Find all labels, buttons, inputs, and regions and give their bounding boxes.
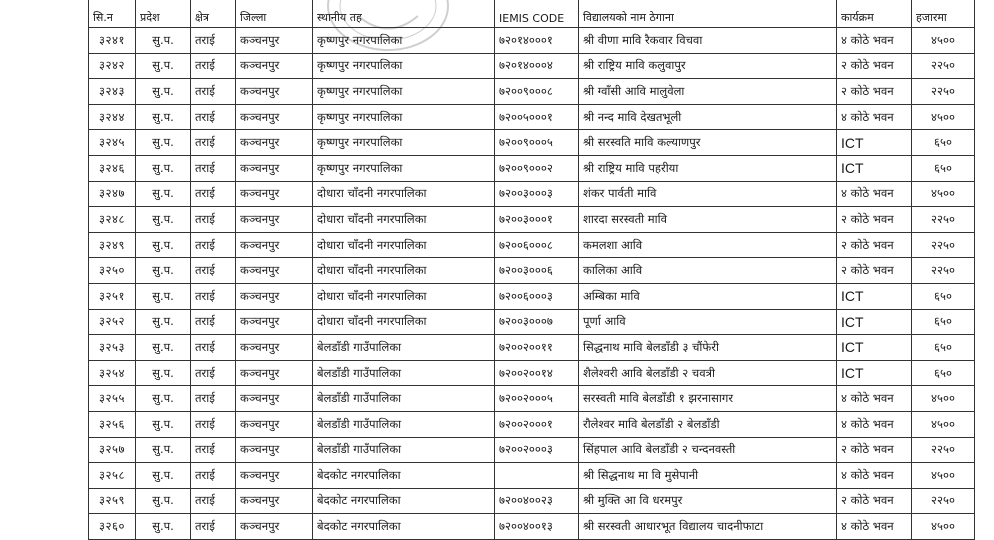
- amount-cell: ४५००: [912, 181, 975, 207]
- table-row: [89, 335, 975, 361]
- table-row: [89, 155, 975, 181]
- district-cell: कञ्चनपुर: [236, 155, 313, 181]
- table-row: [89, 309, 975, 335]
- region-cell: तराई: [191, 130, 236, 156]
- table-body: [89, 28, 975, 540]
- school-name-cell: रौलेश्वर मावि बेलडाँडी २ बेलडाँडी: [579, 411, 837, 437]
- amount-cell: ६५०: [912, 130, 975, 156]
- region-cell: तराई: [191, 283, 236, 309]
- amount-cell: २२५०: [912, 437, 975, 463]
- table-row: [89, 463, 975, 489]
- serial-number-cell: ३२५८: [89, 463, 136, 489]
- local-level-cell: कृष्णपुर नगरपालिका: [313, 79, 495, 105]
- amount-cell: ६५०: [912, 155, 975, 181]
- header-school-name: विद्यालयको नाम ठेगाना: [579, 0, 837, 28]
- amount-cell: ६५०: [912, 283, 975, 309]
- region-cell: तराई: [191, 437, 236, 463]
- school-name-cell: श्री मुक्ति आ वि धरमपुर: [579, 488, 837, 514]
- district-cell: कञ्चनपुर: [236, 181, 313, 207]
- district-cell: कञ्चनपुर: [236, 283, 313, 309]
- emis-code-cell: ७२००३०००६: [495, 258, 579, 284]
- local-level-cell: कृष्णपुर नगरपालिका: [313, 130, 495, 156]
- school-name-cell: श्री ग्वाँसी आवि मालुवेला: [579, 79, 837, 105]
- program-cell: ४ कोठे भवन: [837, 181, 912, 207]
- serial-number-cell: ३२५२: [89, 309, 136, 335]
- school-name-cell: श्री सिद्धनाथ मा वि मुसेपानी: [579, 463, 837, 489]
- serial-number-cell: ३२४५: [89, 130, 136, 156]
- emis-code-cell: ७२००२०००१: [495, 411, 579, 437]
- program-cell: २ कोठे भवन: [837, 207, 912, 233]
- province-cell: सु.प.: [136, 79, 191, 105]
- school-name-cell: श्री राष्ट्रिय मावि कलुवापुर: [579, 53, 837, 79]
- region-cell: तराई: [191, 386, 236, 412]
- region-cell: तराई: [191, 28, 236, 54]
- amount-cell: ६५०: [912, 360, 975, 386]
- program-cell: २ कोठे भवन: [837, 53, 912, 79]
- emis-code-cell: ७२००२००१४: [495, 360, 579, 386]
- local-level-cell: बेदकोट नगरपालिका: [313, 514, 495, 540]
- local-level-cell: दोधारा चाँदनी नगरपालिका: [313, 207, 495, 233]
- table-row: [89, 28, 975, 54]
- emis-code-cell: ७२००५०००१: [495, 104, 579, 130]
- school-name-cell: सिंहपाल आवि बेलडाँडी २ चन्दनवस्ती: [579, 437, 837, 463]
- header-province: प्रदेश: [136, 0, 191, 28]
- header-local-level: स्थानीय तह: [313, 0, 495, 28]
- school-name-cell: सिद्धनाथ मावि बेलडाँडी ३ चौंफेरी: [579, 335, 837, 361]
- province-cell: सु.प.: [136, 360, 191, 386]
- emis-code-cell: ७२००२०००३: [495, 437, 579, 463]
- region-cell: तराई: [191, 232, 236, 258]
- amount-cell: २२५०: [912, 79, 975, 105]
- header-emis-code: IEMIS CODE: [495, 0, 579, 28]
- serial-number-cell: ३२४८: [89, 207, 136, 233]
- table-row: [89, 360, 975, 386]
- district-cell: कञ्चनपुर: [236, 514, 313, 540]
- serial-number-cell: ३२६०: [89, 514, 136, 540]
- table-row: [89, 207, 975, 233]
- amount-cell: ४५००: [912, 104, 975, 130]
- local-level-cell: बेलडाँडी गाउँपालिका: [313, 411, 495, 437]
- serial-number-cell: ३२५१: [89, 283, 136, 309]
- amount-cell: २२५०: [912, 258, 975, 284]
- local-level-cell: कृष्णपुर नगरपालिका: [313, 104, 495, 130]
- district-cell: कञ्चनपुर: [236, 28, 313, 54]
- program-cell: ICT: [837, 283, 912, 309]
- program-cell: ICT: [837, 130, 912, 156]
- table-header-row: [89, 0, 975, 28]
- district-cell: कञ्चनपुर: [236, 130, 313, 156]
- table-row: [89, 258, 975, 284]
- province-cell: सु.प.: [136, 207, 191, 233]
- province-cell: सु.प.: [136, 386, 191, 412]
- school-name-cell: शारदा सरस्वती मावि: [579, 207, 837, 233]
- program-cell: ICT: [837, 155, 912, 181]
- school-name-cell: श्री नन्द मावि देखतभूली: [579, 104, 837, 130]
- serial-number-cell: ३२४१: [89, 28, 136, 54]
- amount-cell: ४५००: [912, 411, 975, 437]
- region-cell: तराई: [191, 207, 236, 233]
- local-level-cell: दोधारा चाँदनी नगरपालिका: [313, 181, 495, 207]
- program-cell: २ कोठे भवन: [837, 79, 912, 105]
- program-cell: ICT: [837, 309, 912, 335]
- emis-code-cell: ७२००४००१३: [495, 514, 579, 540]
- table-row: [89, 411, 975, 437]
- district-cell: कञ्चनपुर: [236, 437, 313, 463]
- province-cell: सु.प.: [136, 309, 191, 335]
- program-cell: २ कोठे भवन: [837, 437, 912, 463]
- serial-number-cell: ३२४९: [89, 232, 136, 258]
- province-cell: सु.प.: [136, 437, 191, 463]
- amount-cell: ४५००: [912, 28, 975, 54]
- district-cell: कञ्चनपुर: [236, 411, 313, 437]
- table-row: [89, 437, 975, 463]
- province-cell: सु.प.: [136, 181, 191, 207]
- district-cell: कञ्चनपुर: [236, 309, 313, 335]
- school-name-cell: सरस्वती मावि बेलडाँडी १ झरनासागर: [579, 386, 837, 412]
- school-name-cell: श्री सरस्वती आधारभूत विद्यालय चादनीफाटा: [579, 514, 837, 540]
- local-level-cell: दोधारा चाँदनी नगरपालिका: [313, 309, 495, 335]
- serial-number-cell: ३२४६: [89, 155, 136, 181]
- serial-number-cell: ३२४३: [89, 79, 136, 105]
- amount-cell: ६५०: [912, 335, 975, 361]
- district-cell: कञ्चनपुर: [236, 335, 313, 361]
- local-level-cell: बेलडाँडी गाउँपालिका: [313, 335, 495, 361]
- region-cell: तराई: [191, 258, 236, 284]
- region-cell: तराई: [191, 181, 236, 207]
- program-cell: ICT: [837, 360, 912, 386]
- table-row: [89, 488, 975, 514]
- district-cell: कञ्चनपुर: [236, 232, 313, 258]
- province-cell: सु.प.: [136, 283, 191, 309]
- emis-code-cell: ७२००२०००५: [495, 386, 579, 412]
- region-cell: तराई: [191, 463, 236, 489]
- amount-cell: २२५०: [912, 207, 975, 233]
- school-name-cell: श्री वीणा मावि रैकवार विचवा: [579, 28, 837, 54]
- amount-cell: ६५०: [912, 309, 975, 335]
- local-level-cell: कृष्णपुर नगरपालिका: [313, 155, 495, 181]
- program-cell: ४ कोठे भवन: [837, 104, 912, 130]
- school-grant-table: [88, 0, 975, 540]
- province-cell: सु.प.: [136, 232, 191, 258]
- district-cell: कञ्चनपुर: [236, 386, 313, 412]
- serial-number-cell: ३२४२: [89, 53, 136, 79]
- district-cell: कञ्चनपुर: [236, 360, 313, 386]
- local-level-cell: दोधारा चाँदनी नगरपालिका: [313, 283, 495, 309]
- program-cell: ४ कोठे भवन: [837, 28, 912, 54]
- serial-number-cell: ३२५९: [89, 488, 136, 514]
- emis-code-cell: [495, 463, 579, 489]
- region-cell: तराई: [191, 360, 236, 386]
- province-cell: सु.प.: [136, 155, 191, 181]
- program-cell: २ कोठे भवन: [837, 258, 912, 284]
- program-cell: २ कोठे भवन: [837, 232, 912, 258]
- amount-cell: ४५००: [912, 514, 975, 540]
- amount-cell: २२५०: [912, 488, 975, 514]
- province-cell: सु.प.: [136, 463, 191, 489]
- table-row: [89, 232, 975, 258]
- district-cell: कञ्चनपुर: [236, 79, 313, 105]
- school-name-cell: श्री सरस्वति मावि कल्याणपुर: [579, 130, 837, 156]
- program-cell: ४ कोठे भवन: [837, 411, 912, 437]
- header-sn: सि.न: [89, 0, 136, 28]
- table-row: [89, 79, 975, 105]
- district-cell: कञ्चनपुर: [236, 104, 313, 130]
- region-cell: तराई: [191, 335, 236, 361]
- table-row: [89, 104, 975, 130]
- program-cell: ICT: [837, 335, 912, 361]
- emis-code-cell: ७२०१४०००४: [495, 53, 579, 79]
- header-region: क्षेत्र: [191, 0, 236, 28]
- local-level-cell: बेदकोट नगरपालिका: [313, 488, 495, 514]
- table-row: [89, 130, 975, 156]
- header-amount: हजारमा: [912, 0, 975, 28]
- district-cell: कञ्चनपुर: [236, 53, 313, 79]
- emis-code-cell: ७२००६०००८: [495, 232, 579, 258]
- local-level-cell: बेलडाँडी गाउँपालिका: [313, 360, 495, 386]
- table-row: [89, 181, 975, 207]
- serial-number-cell: ३२४४: [89, 104, 136, 130]
- table-row: [89, 386, 975, 412]
- amount-cell: २२५०: [912, 53, 975, 79]
- region-cell: तराई: [191, 155, 236, 181]
- emis-code-cell: ७२००९०००८: [495, 79, 579, 105]
- province-cell: सु.प.: [136, 514, 191, 540]
- emis-code-cell: ७२००९०००२: [495, 155, 579, 181]
- serial-number-cell: ३२५३: [89, 335, 136, 361]
- emis-code-cell: ७२०१४०००१: [495, 28, 579, 54]
- region-cell: तराई: [191, 411, 236, 437]
- province-cell: सु.प.: [136, 488, 191, 514]
- local-level-cell: बेलडाँडी गाउँपालिका: [313, 437, 495, 463]
- region-cell: तराई: [191, 53, 236, 79]
- serial-number-cell: ३२४७: [89, 181, 136, 207]
- school-name-cell: शंकर पार्वती मावि: [579, 181, 837, 207]
- province-cell: सु.प.: [136, 104, 191, 130]
- serial-number-cell: ३२५६: [89, 411, 136, 437]
- emis-code-cell: ७२००९०००५: [495, 130, 579, 156]
- region-cell: तराई: [191, 104, 236, 130]
- school-name-cell: श्री राष्ट्रिय मावि पहरीया: [579, 155, 837, 181]
- region-cell: तराई: [191, 79, 236, 105]
- program-cell: ४ कोठे भवन: [837, 463, 912, 489]
- emis-code-cell: ७२००२००११: [495, 335, 579, 361]
- emis-code-cell: ७२००४००२३: [495, 488, 579, 514]
- emis-code-cell: ७२००६०००३: [495, 283, 579, 309]
- program-cell: २ कोठे भवन: [837, 488, 912, 514]
- region-cell: तराई: [191, 514, 236, 540]
- serial-number-cell: ३२५०: [89, 258, 136, 284]
- region-cell: तराई: [191, 309, 236, 335]
- local-level-cell: कृष्णपुर नगरपालिका: [313, 53, 495, 79]
- table-row: [89, 514, 975, 540]
- program-cell: ४ कोठे भवन: [837, 386, 912, 412]
- district-cell: कञ्चनपुर: [236, 207, 313, 233]
- school-name-cell: शैलेश्वरी आवि बेलडाँडी २ चवत्री: [579, 360, 837, 386]
- table-row: [89, 53, 975, 79]
- local-level-cell: बेदकोट नगरपालिका: [313, 463, 495, 489]
- region-cell: तराई: [191, 488, 236, 514]
- province-cell: सु.प.: [136, 335, 191, 361]
- emis-code-cell: ७२००३०००७: [495, 309, 579, 335]
- table-row: [89, 283, 975, 309]
- local-level-cell: कृष्णपुर नगरपालिका: [313, 28, 495, 54]
- province-cell: सु.प.: [136, 130, 191, 156]
- district-cell: कञ्चनपुर: [236, 258, 313, 284]
- amount-cell: २२५०: [912, 232, 975, 258]
- school-name-cell: अम्बिका मावि: [579, 283, 837, 309]
- province-cell: सु.प.: [136, 28, 191, 54]
- serial-number-cell: ३२५५: [89, 386, 136, 412]
- province-cell: सु.प.: [136, 411, 191, 437]
- emis-code-cell: ७२००३०००३: [495, 181, 579, 207]
- serial-number-cell: ३२५४: [89, 360, 136, 386]
- school-name-cell: कमलशा आवि: [579, 232, 837, 258]
- district-cell: कञ्चनपुर: [236, 463, 313, 489]
- header-district: जिल्ला: [236, 0, 313, 28]
- district-cell: कञ्चनपुर: [236, 488, 313, 514]
- amount-cell: ४५००: [912, 463, 975, 489]
- program-cell: ४ कोठे भवन: [837, 514, 912, 540]
- emis-code-cell: ७२००३०००१: [495, 207, 579, 233]
- local-level-cell: दोधारा चाँदनी नगरपालिका: [313, 232, 495, 258]
- province-cell: सु.प.: [136, 258, 191, 284]
- local-level-cell: बेलडाँडी गाउँपालिका: [313, 386, 495, 412]
- school-name-cell: कालिका आवि: [579, 258, 837, 284]
- school-name-cell: पूर्णा आवि: [579, 309, 837, 335]
- serial-number-cell: ३२५७: [89, 437, 136, 463]
- local-level-cell: दोधारा चाँदनी नगरपालिका: [313, 258, 495, 284]
- province-cell: सु.प.: [136, 53, 191, 79]
- amount-cell: ४५००: [912, 386, 975, 412]
- header-program: कार्यक्रम: [837, 0, 912, 28]
